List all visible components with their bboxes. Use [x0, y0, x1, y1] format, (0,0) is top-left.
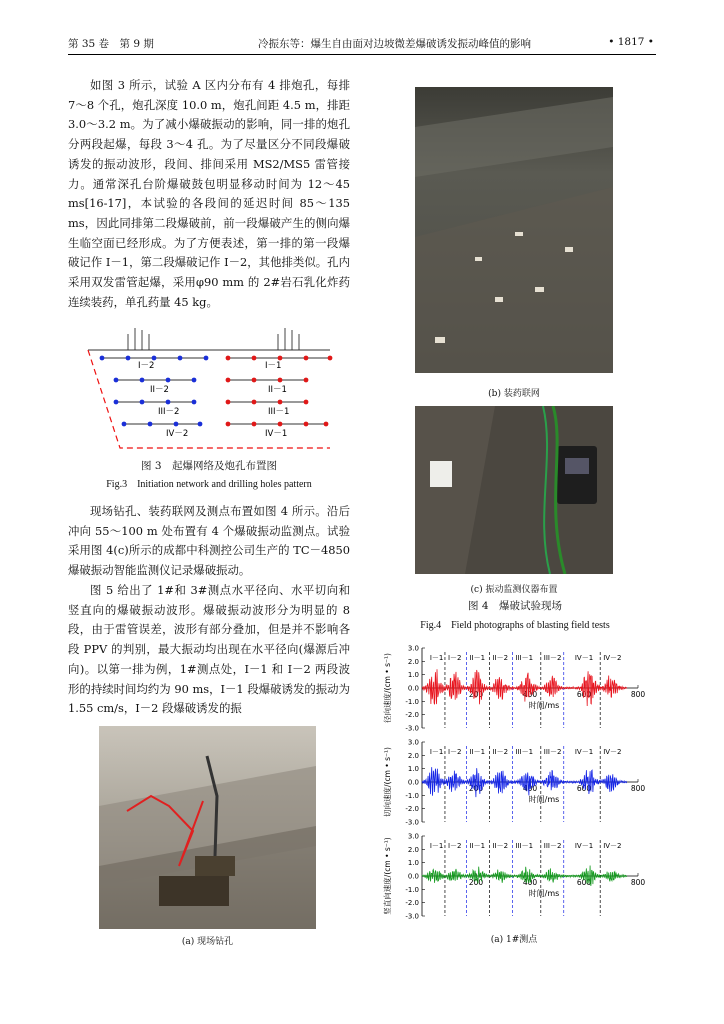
label-IV-1: IV－1: [265, 429, 288, 439]
y-tick-label: 1.0: [407, 765, 419, 774]
segment-label: IV－2: [603, 748, 622, 756]
segment-label: IV－2: [603, 842, 622, 850]
segment-label: II－2: [492, 748, 509, 756]
y-tick-label: 2.0: [407, 657, 419, 666]
hole-first-segment: [278, 400, 283, 405]
hole-first-segment: [226, 422, 231, 427]
hole-first-segment: [304, 378, 309, 383]
detonator-markers: [128, 328, 299, 350]
hole-second-segment: [122, 422, 127, 427]
hole-first-segment: [278, 356, 283, 361]
y-tick-label: -1.0: [405, 885, 419, 894]
y-tick-label: -3.0: [405, 912, 419, 921]
x-tick-label: 600: [576, 690, 592, 699]
segment-label: II－2: [492, 654, 509, 662]
label-II-2: II－2: [150, 385, 169, 395]
photo-charging-network: [415, 87, 613, 373]
fig4a-caption: (a) 现场钻孔: [181, 937, 234, 947]
x-tick-label: 400: [522, 878, 538, 887]
x-tick-label: 800: [630, 784, 646, 793]
y-tick-label: 3.0: [407, 644, 419, 653]
hole-second-segment: [174, 422, 179, 427]
hole-second-segment: [198, 422, 203, 427]
hole-first-segment: [304, 422, 309, 427]
drilling-holes: [100, 356, 333, 427]
hole-first-segment: [304, 400, 309, 405]
y-tick-label: 3.0: [407, 738, 419, 747]
x-tick-label: 200: [468, 690, 484, 699]
hole-first-segment: [328, 356, 333, 361]
fig4-caption-zh: 图 4 爆破试验现场: [467, 600, 563, 612]
y-tick-label: -3.0: [405, 724, 419, 733]
free-face-boundary: [88, 350, 330, 448]
y-tick-label: 1.0: [407, 859, 419, 868]
page-number: • 1817 •: [608, 36, 654, 48]
segment-label: I－2: [447, 842, 462, 850]
hole-second-segment: [178, 356, 183, 361]
fig4-caption-en: Fig.4 Field photographs of blasting field tests: [420, 620, 610, 631]
hole-second-segment: [126, 356, 131, 361]
label-III-2: III－2: [158, 407, 180, 417]
waveform-panel-1: [382, 645, 645, 733]
x-tick-label: 400: [522, 784, 538, 793]
segment-label: II－2: [492, 842, 509, 850]
segment-label: III－1: [515, 842, 534, 850]
x-tick-label: 600: [576, 784, 592, 793]
x-tick-label: 800: [630, 878, 646, 887]
hole-second-segment: [152, 356, 157, 361]
y-tick-label: -2.0: [405, 899, 419, 908]
y-tick-label: -2.0: [405, 711, 419, 720]
segment-label: I－1: [429, 842, 444, 850]
x-tick-label: 600: [576, 878, 592, 887]
label-I-1: I－1: [265, 361, 282, 371]
hole-first-segment: [252, 422, 257, 427]
label-III-1: III－1: [268, 407, 290, 417]
fig4b-caption: (b) 装药联网: [488, 389, 540, 399]
x-tick-label: 800: [630, 690, 646, 699]
hole-first-segment: [304, 356, 309, 361]
label-II-1: II－1: [268, 385, 287, 395]
fig4c-caption: (c) 振动监测仪器布置: [470, 585, 558, 595]
segment-label: II－1: [469, 842, 486, 850]
y-tick-label: -1.0: [405, 697, 419, 706]
segment-label: IV－1: [574, 842, 594, 850]
hole-second-segment: [204, 356, 209, 361]
segment-label: IV－2: [603, 654, 622, 662]
hole-second-segment: [192, 378, 197, 383]
x-axis-label: 时间/ms: [528, 795, 560, 804]
paragraph-3: 图 5 给出了 1#和 3#测点水平径向、水平切向和竖直向的爆破振动波形。爆破振动波形分为明显的 8 段，由于雷管误差，波形有部分叠加，但是并不影响各段 PPV 的判别，最大振动均出现在水平径向(爆源后冲向)。以第一排为例，1#测点处，I－1 和 I－2 两段波形的持续时间均约为 90 ms，I－1 段爆破诱发的振动为 1.55 cm/s，I－2 段爆破诱发的振: [68, 583, 350, 716]
hole-first-segment: [278, 378, 283, 383]
y-axis-label: 切向速度/(cm • s⁻¹): [383, 747, 392, 817]
y-tick-label: 1.0: [407, 671, 419, 680]
running-title: 冷振东等：爆生自由面对边坡微差爆破诱发振动峰值的影响: [258, 38, 531, 50]
segment-label: I－2: [447, 748, 462, 756]
hole-second-segment: [192, 400, 197, 405]
hole-second-segment: [140, 378, 145, 383]
fig3-caption-en: Fig.3 Initiation network and drilling holes pattern: [106, 479, 312, 490]
figure-3-diagram: [80, 320, 342, 460]
segment-label: III－2: [543, 748, 562, 756]
segment-label: II－1: [469, 654, 486, 662]
hole-second-segment: [140, 400, 145, 405]
y-tick-label: 0.0: [407, 872, 419, 881]
label-IV-2: IV－2: [166, 429, 189, 439]
segment-label: I－1: [429, 748, 444, 756]
y-tick-label: 0.0: [407, 778, 419, 787]
hole-first-segment: [226, 400, 231, 405]
paragraph-2: 现场钻孔、装药联网及测点布置如图 4 所示。沿后冲向 55～100 m 处布置有 4 个爆破振动监测点。试验采用图 4(c)所示的成都中科测控公司生产的 TC－4850 爆破振动智能监测仪记录爆破振动。: [68, 504, 350, 578]
hole-second-segment: [148, 422, 153, 427]
journal-issue: 第 35 卷 第 9 期: [68, 38, 154, 50]
sensor-icon: [430, 461, 452, 487]
hole-second-segment: [114, 400, 119, 405]
waveform-line: [422, 669, 627, 706]
segment-label: III－2: [543, 654, 562, 662]
y-tick-label: 0.0: [407, 684, 419, 693]
segment-label: III－2: [543, 842, 562, 850]
hole-first-segment: [278, 422, 283, 427]
hole-first-segment: [252, 378, 257, 383]
segment-label: II－1: [469, 748, 486, 756]
x-axis-label: 时间/ms: [528, 889, 560, 898]
photo-drilling-site: [99, 726, 316, 929]
y-axis-label: 径向速度/(cm • s⁻¹): [383, 653, 392, 723]
y-tick-label: -3.0: [405, 818, 419, 827]
x-tick-label: 400: [522, 690, 538, 699]
photo-monitoring-instrument: [415, 406, 613, 574]
fig5a-caption: (a) 1#测点: [490, 935, 538, 945]
figure-5-waveforms: [380, 640, 660, 940]
hole-first-segment: [226, 356, 231, 361]
segment-label: III－1: [515, 654, 534, 662]
waveform-panel-3: [382, 833, 645, 921]
hole-first-segment: [226, 378, 231, 383]
tc4850-device: [557, 446, 597, 504]
y-tick-label: 3.0: [407, 832, 419, 841]
fig3-caption-zh: 图 3 起爆网络及炮孔布置图: [140, 460, 278, 472]
label-I-2: I－2: [138, 361, 155, 371]
segment-label: IV－1: [574, 748, 594, 756]
y-tick-label: 2.0: [407, 845, 419, 854]
segment-label: I－2: [447, 654, 462, 662]
y-axis-label: 竖直向速度/(cm • s⁻¹): [383, 837, 392, 915]
segment-label: I－1: [429, 654, 444, 662]
paragraph-1: 如图 3 所示，试验 A 区内分布有 4 排炮孔，每排 7～8 个孔，炮孔深度 10.0 m，炮孔间距 4.5 m，排距 3.0～3.2 m。为了减小爆破振动的影响，同一排的炮孔分两段起爆，每段 3～4 孔。为了尽量区分不同段爆破诱发的振动波形，段间、排间采用 MS2/MS5 雷管接力。通常深孔台阶爆破鼓包明显移动时间为 12～45 ms[16-17]，本试验的各段间的延迟时间 85～135 ms，因此同排第二段爆破前，前一段爆破产生的侧向爆生临空面已经形成。为了方便表述，第一排的第一段爆破记作 I－1，第二段爆破记作 I－2，其他排类似。孔内采用双发雷管起爆，采用φ90 mm 的 2#岩石乳化炸药连续装药，单孔药量 45 kg。: [68, 78, 350, 309]
header-rule: [68, 54, 656, 55]
hole-second-segment: [166, 378, 171, 383]
hole-second-segment: [166, 400, 171, 405]
x-tick-label: 200: [468, 878, 484, 887]
y-tick-label: -2.0: [405, 805, 419, 814]
y-tick-label: 2.0: [407, 751, 419, 760]
waveform-panel-2: [382, 739, 645, 827]
hole-second-segment: [114, 378, 119, 383]
hole-first-segment: [324, 422, 329, 427]
hole-second-segment: [100, 356, 105, 361]
hole-first-segment: [252, 356, 257, 361]
segment-label: IV－1: [574, 654, 594, 662]
x-axis-label: 时间/ms: [528, 701, 560, 710]
y-tick-label: -1.0: [405, 791, 419, 800]
running-header: [68, 36, 654, 52]
segment-label: III－1: [515, 748, 534, 756]
hole-first-segment: [252, 400, 257, 405]
x-tick-label: 200: [468, 784, 484, 793]
